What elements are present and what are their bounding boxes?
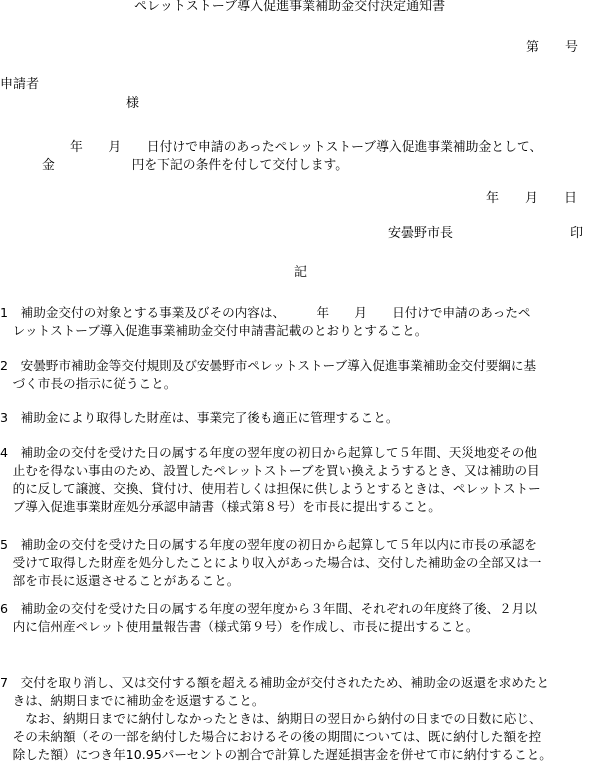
- condition-line: 4 補助金の交付を受けた日の属する年度の翌年度の初日から起算して５年間、天災地変その他: [0, 445, 537, 460]
- condition-line: 除した額）につき年10.95パーセントの割合で計算した遅延損害金を併せて市に納付すること。: [0, 747, 552, 762]
- intro-line-1: 年 月 日付けで申請のあったペレットストーブ導入促進事業補助金として、: [70, 140, 543, 155]
- applicant-honorific: 様: [126, 96, 140, 111]
- condition-line: きは、納期日までに補助金を返還すること。: [0, 693, 265, 708]
- document-title: ペレットストーブ導入促進事業補助金交付決定通知書: [134, 0, 446, 14]
- condition-line: ブ導入促進事業財産処分承認申請書（様式第８号）を市長に提出すること。: [0, 499, 441, 514]
- issuer-seal: 印: [570, 226, 584, 241]
- document-number: 第 号: [526, 40, 579, 55]
- condition-line: 的に反して譲渡、交換、貸付け、使用若しくは担保に供しようとするときは、ペレットストー: [0, 481, 541, 496]
- issuer-name: 安曇野市長: [388, 226, 454, 241]
- condition-line: 6 補助金の交付を受けた日の属する年度の翌年度から３年間、それぞれの年度終了後、２月以: [0, 601, 537, 616]
- condition-line: 7 交付を取り消し、又は交付する額を超える補助金が交付されたため、補助金の返還を求めたと: [0, 675, 550, 690]
- condition-line: 3 補助金により取得した財産は、事業完了後も適正に管理すること。: [0, 410, 399, 425]
- applicant-label: 申請者: [0, 77, 40, 92]
- condition-line: 部を市長に返還させることがあること。: [0, 573, 240, 588]
- intro-line-2: 金 円を下記の条件を付して交付します。: [42, 158, 349, 173]
- condition-line: 受けて取得した財産を処分したことにより収入があった場合は、交付した補助金の全部又は一: [0, 555, 542, 570]
- condition-line: レットストーブ導入促進事業補助金交付申請書記載のとおりとすること。: [0, 323, 428, 338]
- condition-line: 止むを得ない事由のため、設置したペレットストーブを買い換えようするとき、又は補助の目: [0, 463, 540, 478]
- condition-line: その未納額（その一部を納付した場合におけるその後の期間については、既に納付した額を控: [0, 729, 542, 744]
- condition-line: 5 補助金の交付を受けた日の属する年度の翌年度の初日から起算して５年以内に市長の承認を: [0, 537, 537, 552]
- ki-heading: 記: [294, 265, 308, 280]
- notice-date: 年 月 日: [486, 191, 578, 206]
- condition-line: づく市長の指示に従うこと。: [0, 376, 177, 391]
- condition-line: 内に信州産ペレット使用量報告書（様式第９号）を作成し、市長に提出すること。: [0, 619, 479, 634]
- condition-line: 1 補助金交付の対象とする事業及びその内容は、 年 月 日付けで申請のあったペ: [0, 305, 531, 320]
- condition-line: 2 安曇野市補助金等交付規則及び安曇野市ペレットストーブ導入促進事業補助金交付要綱に基: [0, 358, 537, 373]
- condition-line: なお、納期日までに納付しなかったときは、納期日の翌日から納付の日までの日数に応じ、: [0, 711, 542, 726]
